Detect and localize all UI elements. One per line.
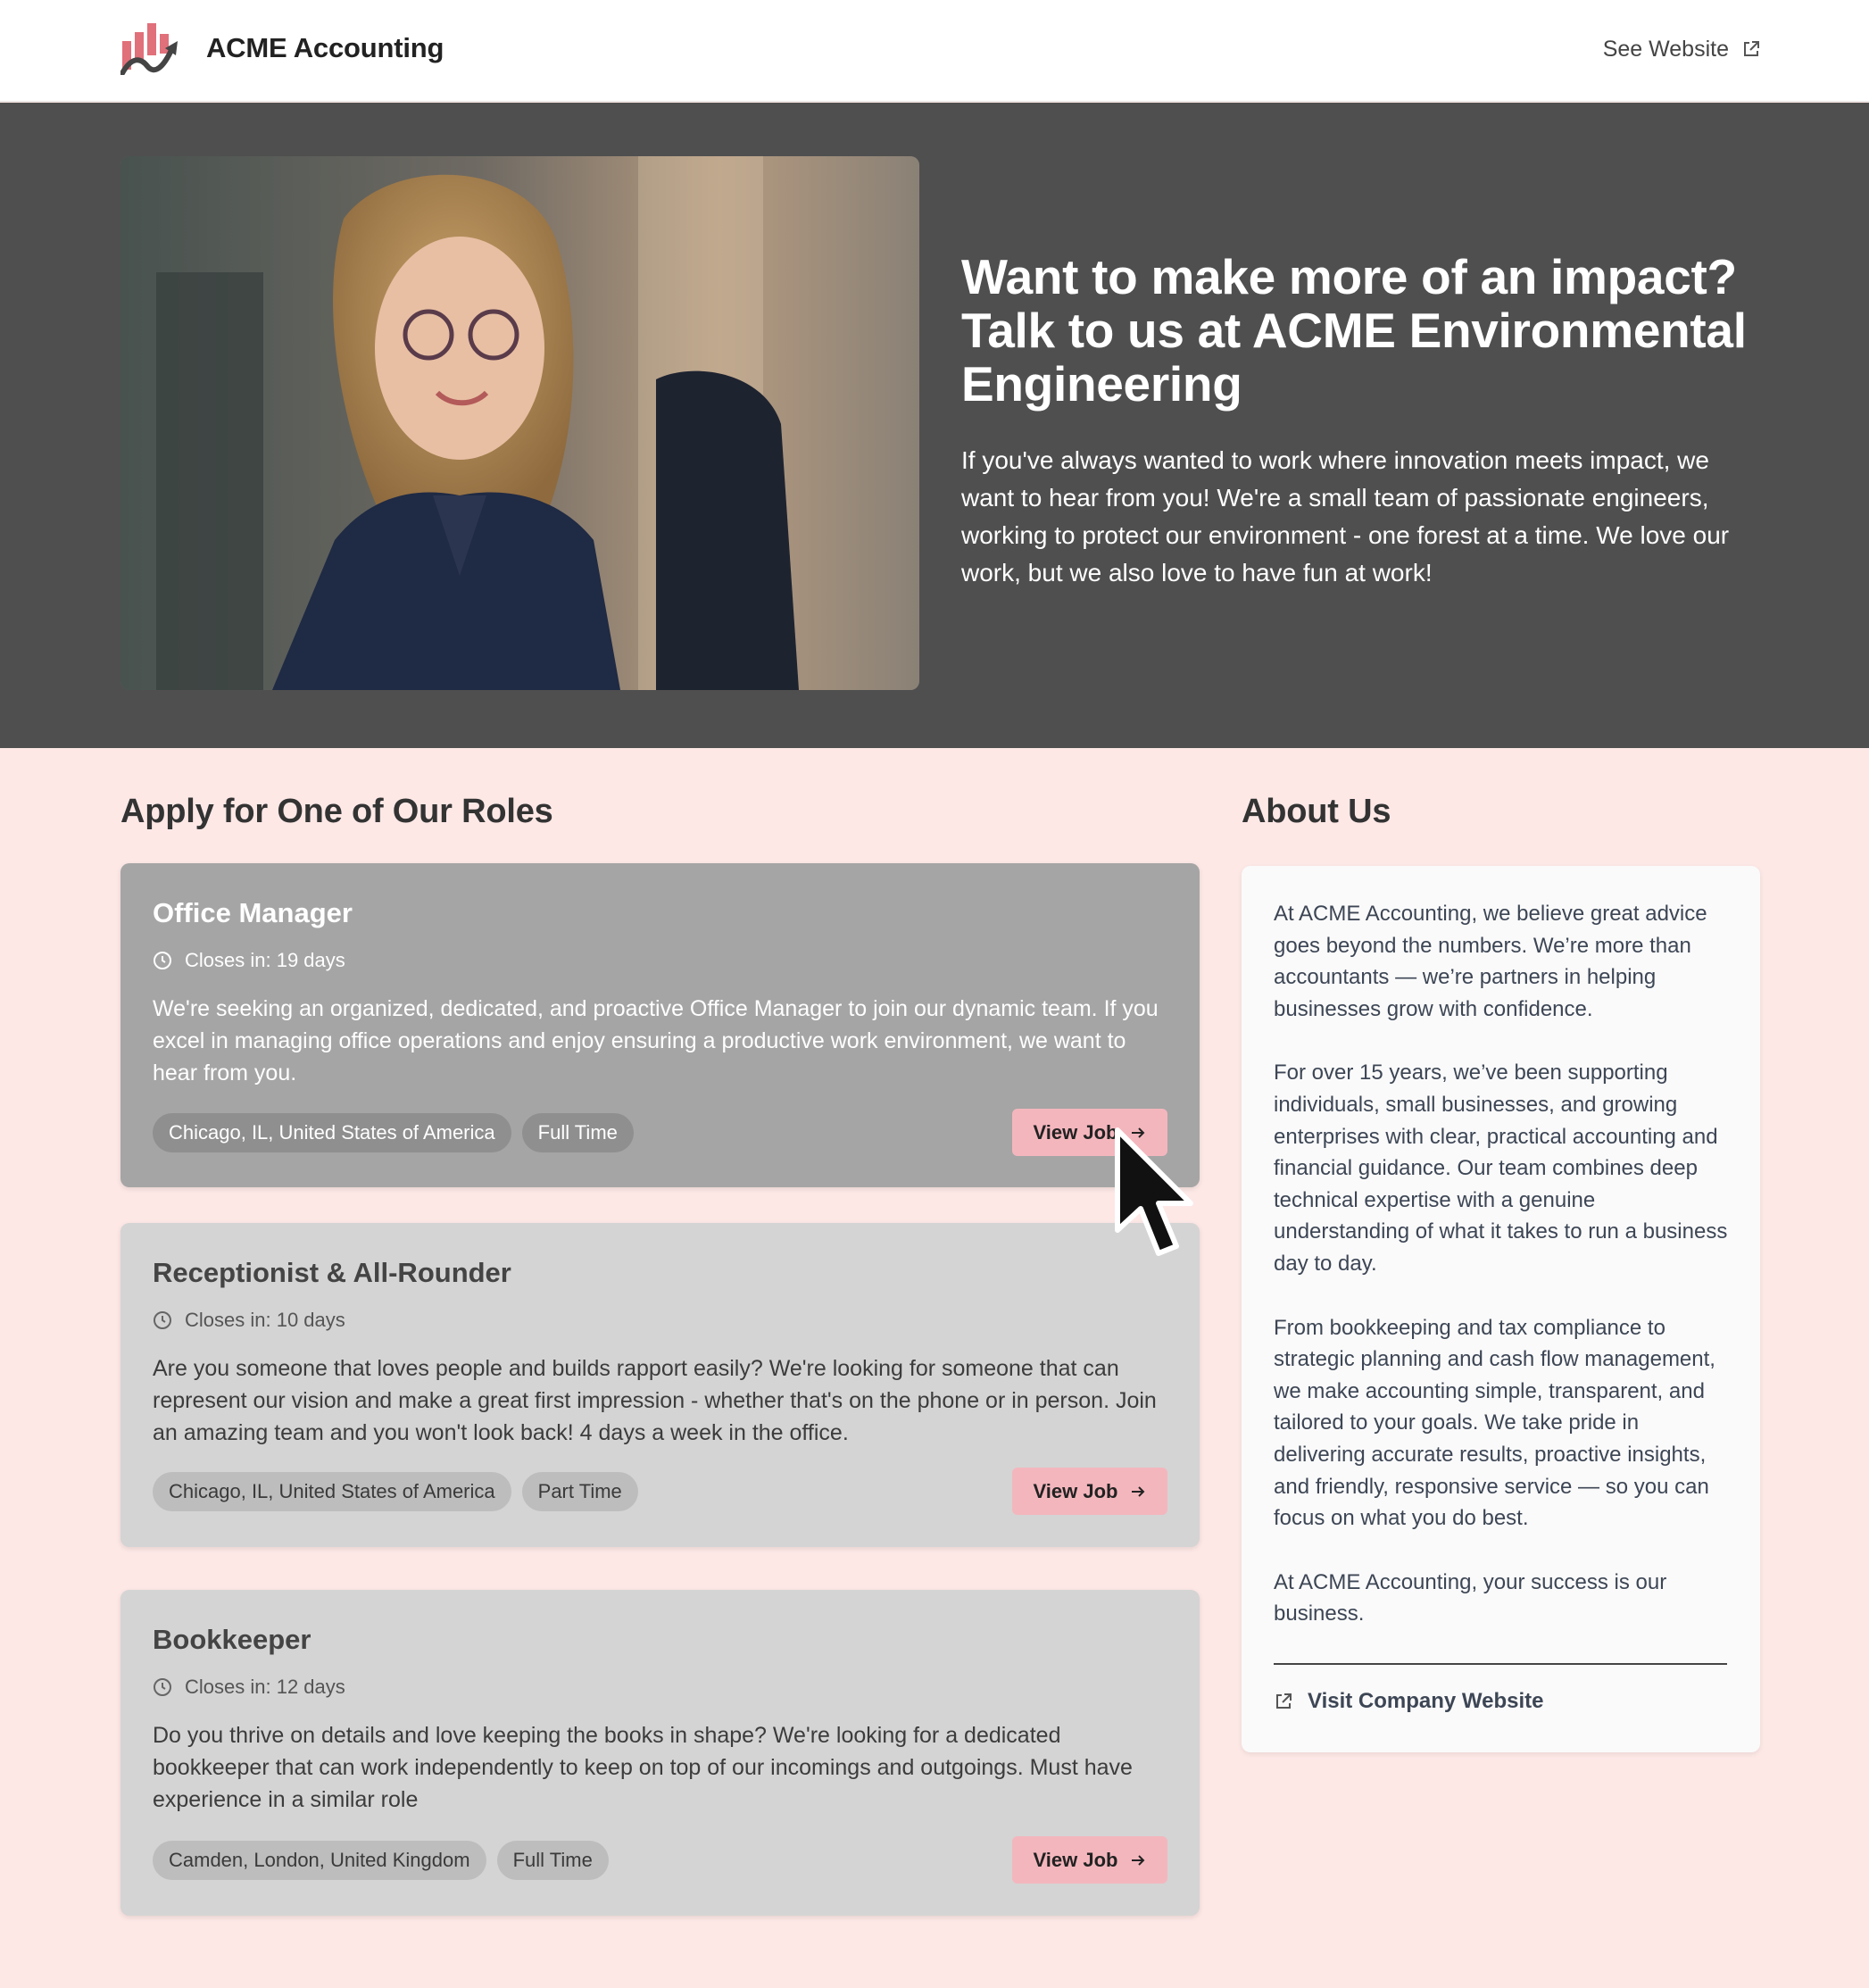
about-paragraph: At ACME Accounting, we believe great advice goes beyond the numbers. We’re more than accountants — we’re partners in helping businesses grow with confidence.	[1274, 902, 1707, 1021]
closing-info	[153, 1676, 345, 1699]
location-tag: Chicago, IL, United States of America	[153, 1113, 511, 1152]
arrow-right-icon	[1130, 1484, 1146, 1500]
job-type-tag: Part Time	[522, 1472, 638, 1511]
view-job-button[interactable]	[1012, 1836, 1167, 1884]
hero-photo	[120, 156, 919, 690]
closing-info	[153, 1309, 345, 1332]
roles-heading: Apply for One of Our Roles	[120, 793, 553, 830]
hero-title: Want to make more of an impact? Talk to us at ACME Environmental Engineering	[961, 249, 1747, 412]
view-job-label: View Job	[1033, 1848, 1118, 1871]
about-paragraph: From bookkeeping and tax compliance to strategic planning and cash flow management, we make accounting simple, transparent, and tailored to your goals. We take pride in delivering accurate results, proactive insights, and friendly, responsive service — so you can focus on what you do best.	[1274, 1315, 1715, 1531]
mouse-pointer-icon	[1110, 1125, 1201, 1277]
about-text	[1274, 898, 1733, 1662]
location-tag: Chicago, IL, United States of America	[153, 1472, 511, 1511]
company-logo-icon	[120, 21, 185, 75]
job-description: Do you thrive on details and love keeping the books in shape? We're looking for a dedicated bookkeeper that can work independently to keep on top of our incomings and outgoings. Must have experience in a similar role	[153, 1723, 1133, 1812]
job-type-tag: Full Time	[522, 1113, 634, 1152]
view-job-button[interactable]	[1012, 1468, 1167, 1515]
brand[interactable]	[120, 21, 444, 75]
clock-icon	[153, 1310, 172, 1330]
job-description: Are you someone that loves people and builds rapport easily? We're looking for someone that can represent our vision and make a great first impression - whether that's on the phone or in person. Join an amazing team and you won't look back! 4 days a week in the office.	[153, 1356, 1157, 1445]
external-link-icon	[1741, 39, 1761, 59]
closing-info	[153, 949, 345, 972]
job-title: Office Manager	[153, 897, 353, 928]
view-job-label: View Job	[1033, 1120, 1118, 1144]
about-card	[1242, 866, 1760, 1752]
clock-icon	[153, 1677, 172, 1697]
external-link-icon	[1274, 1692, 1293, 1711]
about-paragraph: At ACME Accounting, your success is our business.	[1274, 1569, 1667, 1626]
closes-text: Closes in: 19 days	[185, 949, 345, 971]
clock-icon	[153, 951, 172, 970]
job-description: We're seeking an organized, dedicated, and proactive Office Manager to join our dynamic team. If you excel in managing office operations and enjoy ensuring a productive work environment, we want to hear from you.	[153, 996, 1159, 1085]
job-tags	[153, 1841, 609, 1880]
about-paragraph: For over 15 years, we’ve been supporting individuals, small businesses, and growing enterprises with clear, practical accounting and financial guidance. Our team combines deep technical expertise with a genuine understanding of what it takes to run a business day to day.	[1274, 1061, 1728, 1276]
job-card-bookkeeper[interactable]	[120, 1590, 1200, 1916]
job-title: Bookkeeper	[153, 1624, 312, 1655]
job-tags	[153, 1472, 638, 1511]
view-job-label: View Job	[1033, 1479, 1118, 1502]
job-type-tag: Full Time	[497, 1841, 609, 1880]
arrow-right-icon	[1130, 1852, 1146, 1868]
about-heading: About Us	[1242, 793, 1391, 830]
portrait-image	[120, 156, 919, 690]
location-tag: Camden, London, United Kingdom	[153, 1841, 486, 1880]
top-bar	[0, 0, 1869, 102]
visit-company-website-link[interactable]	[1274, 1689, 1544, 1714]
job-tags	[153, 1113, 634, 1152]
job-card-receptionist[interactable]	[120, 1223, 1200, 1547]
hero-description: If you've always wanted to work where innovation meets impact, we want to hear from you! We're a small team of passionate engineers, working to protect our environment - one forest at a time. We love our work, but we also love to have fun at work!	[961, 446, 1730, 586]
hero-section	[0, 103, 1869, 748]
closes-text: Closes in: 12 days	[185, 1676, 345, 1698]
brand-name: ACME Accounting	[206, 32, 444, 63]
divider	[1274, 1663, 1727, 1665]
job-card-office-manager[interactable]	[120, 863, 1200, 1187]
visit-company-website-label: Visit Company Website	[1308, 1689, 1544, 1713]
see-website-label: See Website	[1602, 36, 1729, 62]
see-website-link[interactable]	[1603, 32, 1761, 66]
closes-text: Closes in: 10 days	[185, 1309, 345, 1331]
job-title: Receptionist & All-Rounder	[153, 1257, 511, 1288]
